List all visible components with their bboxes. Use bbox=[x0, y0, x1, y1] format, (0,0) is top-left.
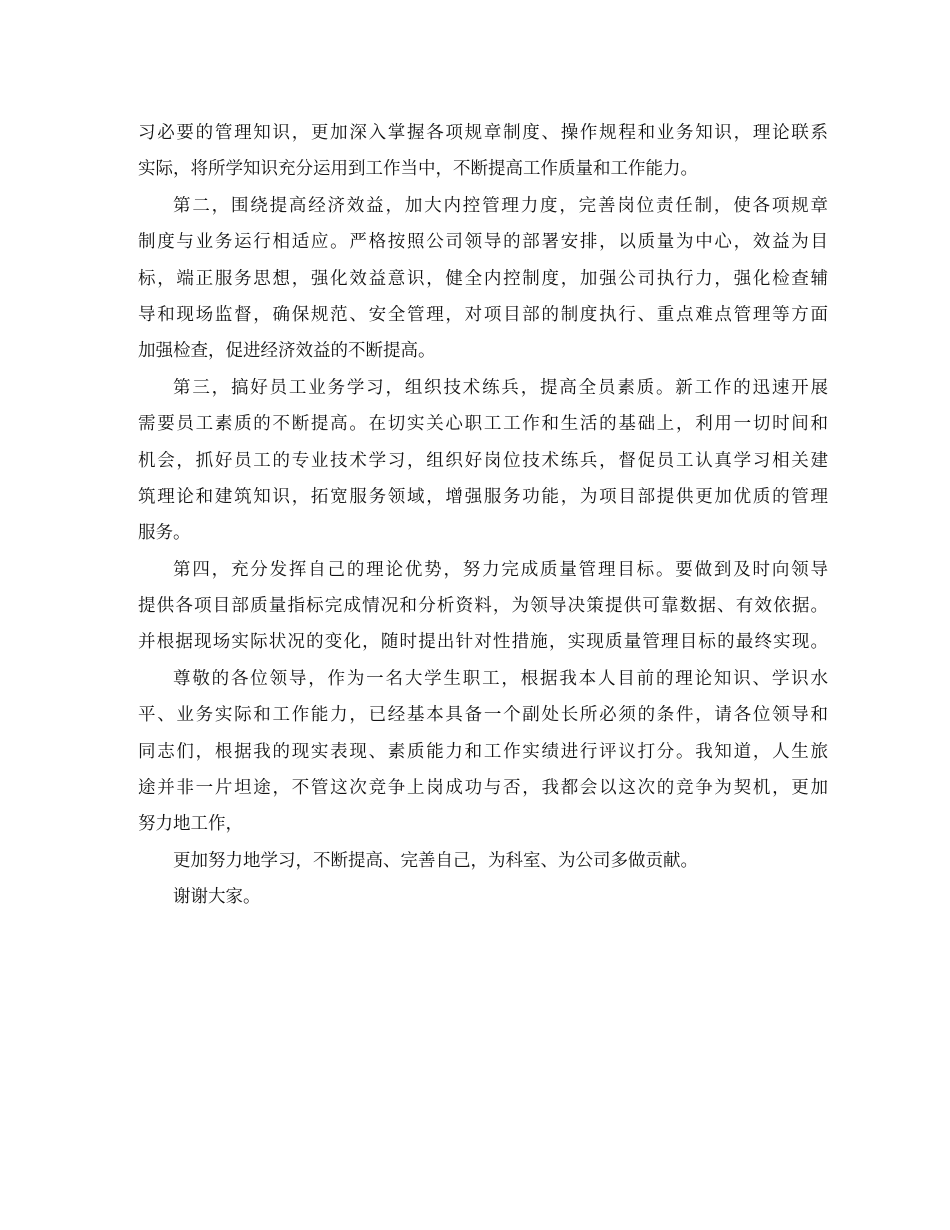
text-line: 平、业务实际和工作能力，已经基本具备一个副处长所必须的条件，请各位领导和 bbox=[138, 705, 828, 726]
text-line: 实际，将所学知识充分运用到工作当中，不断提高工作质量和工作能力。 bbox=[138, 159, 698, 180]
text-line: 尊敬的各位领导，作为一名大学生职工，根据我本人目前的理论知识、学识水 bbox=[173, 668, 828, 689]
text-line: 导和现场监督，确保规范、安全管理，对项目部的制度执行、重点难点管理等方面 bbox=[138, 304, 828, 325]
text-line: 第三，搞好员工业务学习，组织技术练兵，提高全员素质。新工作的迅速开展 bbox=[173, 377, 828, 398]
text-line: 标，端正服务思想，强化效益意识，健全内控制度，加强公司执行力，强化检查辅 bbox=[138, 268, 828, 289]
text-line: 服务。 bbox=[138, 523, 191, 544]
text-line: 更加努力地学习，不断提高、完善自己，为科室、为公司多做贡献。 bbox=[173, 850, 698, 871]
text-line: 需要员工素质的不断提高。在切实关心职工工作和生活的基础上，利用一切时间和 bbox=[138, 414, 828, 435]
text-line: 机会，抓好员工的专业技术学习，组织好岗位技术练兵，督促员工认真学习相关建 bbox=[138, 450, 828, 471]
text-line: 途并非一片坦途，不管这次竞争上岗成功与否，我都会以这次的竞争为契机，更加 bbox=[138, 778, 828, 799]
text-line: 第四，充分发挥自己的理论优势，努力完成质量管理目标。要做到及时向领导 bbox=[173, 559, 828, 580]
text-line: 筑理论和建筑知识，拓宽服务领域，增强服务功能，为项目部提供更加优质的管理 bbox=[138, 486, 828, 507]
text-line: 制度与业务运行相适应。严格按照公司领导的部署安排，以质量为中心，效益为目 bbox=[138, 232, 828, 253]
text-line: 加强检查，促进经济效益的不断提高。 bbox=[138, 341, 436, 362]
text-line: 提供各项目部质量指标完成情况和分析资料，为领导决策提供可靠数据、有效依据。 bbox=[138, 596, 828, 617]
text-line: 习必要的管理知识，更加深入掌握各项规章制度、操作规程和业务知识，理论联系 bbox=[138, 123, 828, 143]
text-line: 努力地工作， bbox=[138, 814, 243, 835]
document-body bbox=[138, 115, 828, 916]
text-line: 并根据现场实际状况的变化，随时提出针对性措施，实现质量管理目标的最终实现。 bbox=[138, 632, 828, 653]
text-line: 同志们，根据我的现实表现、素质能力和工作实绩进行评议打分。我知道，人生旅 bbox=[138, 741, 828, 762]
text-line: 谢谢大家。 bbox=[173, 887, 261, 908]
text-line: 第二，围绕提高经济效益，加大内控管理力度，完善岗位责任制，使各项规章 bbox=[173, 195, 828, 216]
